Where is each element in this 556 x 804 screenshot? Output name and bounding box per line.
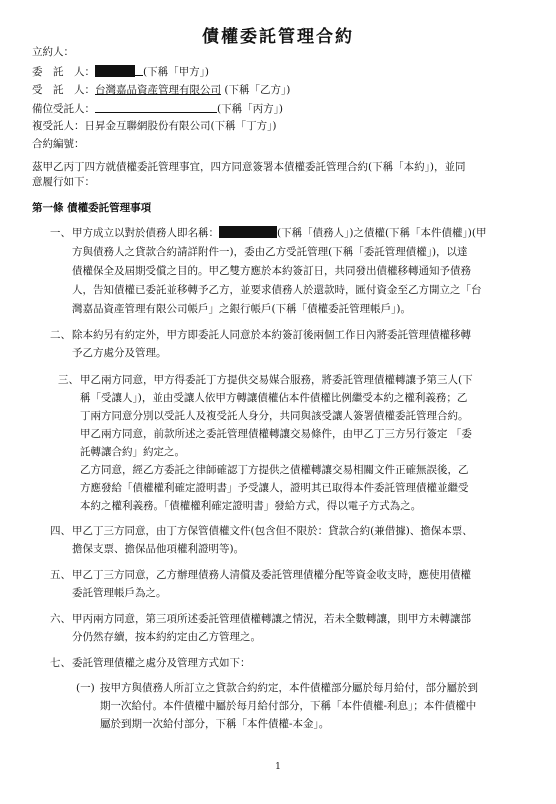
item-line: 債權保全及屆期受償之目的。甲乙雙方應於本約簽訂日，共同發出債權移轉通知予債務 bbox=[72, 265, 471, 277]
principal-suffix: (下稱「甲方」) bbox=[143, 66, 209, 78]
sub-item-line: 按甲方與債務人所訂立之貸款合約約定，本件債權部分屬於每月給付，部分屬於到 bbox=[100, 682, 478, 694]
item-line: 予乙方處分及管理。 bbox=[72, 347, 167, 359]
item-line: 人，告知債權已委託並移轉予乙方，並要求債務人於還款時，匯付資金至乙方開立之「台 bbox=[72, 284, 482, 296]
item-line: 甲乙丁三方同意，由丁方保管債權文件(包含但不限於：貸款合約(兼借據)、擔保本票、 bbox=[72, 525, 473, 537]
parties-heading: 立約人： bbox=[32, 46, 74, 58]
item-line: 委託管理帳戶為之。 bbox=[72, 587, 167, 599]
item-line: 本約之權利義務。「債權權利確定證明書」發給方式，得以電子方式為之。 bbox=[80, 500, 422, 512]
item-number: 二、 bbox=[50, 329, 71, 341]
backup-line bbox=[32, 101, 283, 116]
item-line: 委託管理債權之處分及管理方式如下： bbox=[72, 657, 251, 669]
item-line: 方與債務人之貸款合約請詳附件一)，委由乙方受託管理(下稱「委託管理債權」)，以達 bbox=[72, 246, 468, 258]
contract-number: 合約編號： bbox=[32, 138, 85, 150]
item-line: 稱「受讓人」)，並由受讓人依甲方轉讓債權佔本件債權比例繼受本約之權利義務；乙 bbox=[80, 392, 468, 404]
item-number: 一、 bbox=[50, 227, 71, 239]
item-line: 甲乙兩方同意，前款所述之委託管理債權轉讓交易條件，由甲乙丁三方另行簽定 「委 bbox=[80, 428, 472, 440]
sub-item-line: 屬於到期一次給付部分，下稱「本件債權-本金」。 bbox=[100, 718, 330, 730]
preamble-line: 茲甲乙丙丁四方就債權委託管理事宜，四方同意簽署本債權委託管理合約(下稱「本約」)，並同 bbox=[32, 161, 466, 173]
preamble-line: 意履行如下： bbox=[32, 176, 95, 188]
redacted-principal-name bbox=[95, 65, 135, 77]
item-line: 擔保支票、擔保品他項權利證明等)。 bbox=[72, 543, 245, 555]
item-number: 三、 bbox=[58, 374, 79, 386]
item-line bbox=[72, 226, 486, 240]
agent-name: 台灣嘉品資產管理有限公司 bbox=[95, 84, 221, 96]
item-line: 甲乙丁三方同意，乙方辦理債務人清償及委託管理債權分配等資金收支時，應使用債權 bbox=[72, 569, 471, 581]
co-agent-label: 複受託人： bbox=[32, 120, 85, 132]
item-line: 灣嘉品資產管理有限公司帳戶」之銀行帳戶(下稱「債權委託管理帳戶」)。 bbox=[72, 303, 411, 315]
sub-item-number: (一) bbox=[76, 682, 95, 694]
backup-label: 備位受託人： bbox=[32, 103, 95, 115]
document-title: 債權委託管理合約 bbox=[202, 27, 354, 47]
principal-blank bbox=[135, 64, 143, 76]
item-line: 託轉讓合約」約定之。 bbox=[80, 446, 185, 458]
item-line: 乙方同意，經乙方委託之律師確認丁方提供之債權轉讓交易相關文件正確無誤後，乙 bbox=[80, 464, 469, 476]
agent-label: 受 託 人： bbox=[32, 84, 95, 96]
backup-suffix: (下稱「丙方」) bbox=[217, 103, 283, 115]
item-line: 甲丙兩方同意，第三項所述委託管理債權轉讓之情況，若未全數轉讓，則甲方未轉讓部 bbox=[72, 613, 471, 625]
item-line: 方應發給「債權權利確定證明書」予受讓人，證明其已取得本件委託管理債權並繼受 bbox=[80, 482, 469, 494]
item-line: 除本約另有約定外，甲方即委託人同意於本約簽訂後兩個工作日內將委託管理債權移轉 bbox=[72, 329, 471, 341]
backup-blank bbox=[95, 101, 217, 113]
item-number: 六、 bbox=[50, 613, 71, 625]
page-number: 1 bbox=[275, 762, 281, 772]
co-agent-line bbox=[32, 119, 276, 133]
item-text: 甲方成立以對於債務人即名稱： bbox=[72, 227, 219, 239]
item-text: (下稱「債務人」)之債權(下稱「本件債權」)(甲 bbox=[277, 227, 487, 239]
co-agent-name: 日昇金互聯網股份有限公司(下稱「丁方」) bbox=[84, 120, 277, 132]
item-line: 甲乙兩方同意，甲方得委託丁方提供交易媒合服務，將委託管理債權轉讓予第三人(下 bbox=[80, 374, 473, 386]
redacted-debtor-name bbox=[219, 226, 277, 238]
agent-suffix: (下稱「乙方」) bbox=[224, 84, 291, 96]
item-line: 分仍然存續，按本約約定由乙方管理之。 bbox=[72, 631, 261, 643]
agent-line bbox=[32, 83, 290, 97]
item-line: 丁兩方同意分別以受託人及複受託人身分，共同與該受讓人簽署債權委託管理合約。 bbox=[80, 410, 469, 422]
principal-label: 委 託 人： bbox=[32, 66, 95, 78]
item-number: 五、 bbox=[50, 569, 71, 581]
item-number: 四、 bbox=[50, 525, 71, 537]
article-heading: 第一條 債權委託管理事項 bbox=[32, 202, 152, 214]
principal-line bbox=[32, 64, 209, 79]
item-number: 七、 bbox=[50, 657, 71, 669]
sub-item-line: 期一次給付。本件債權中屬於每月給付部分，下稱「本件債權-利息」；本件債權中 bbox=[100, 700, 477, 712]
